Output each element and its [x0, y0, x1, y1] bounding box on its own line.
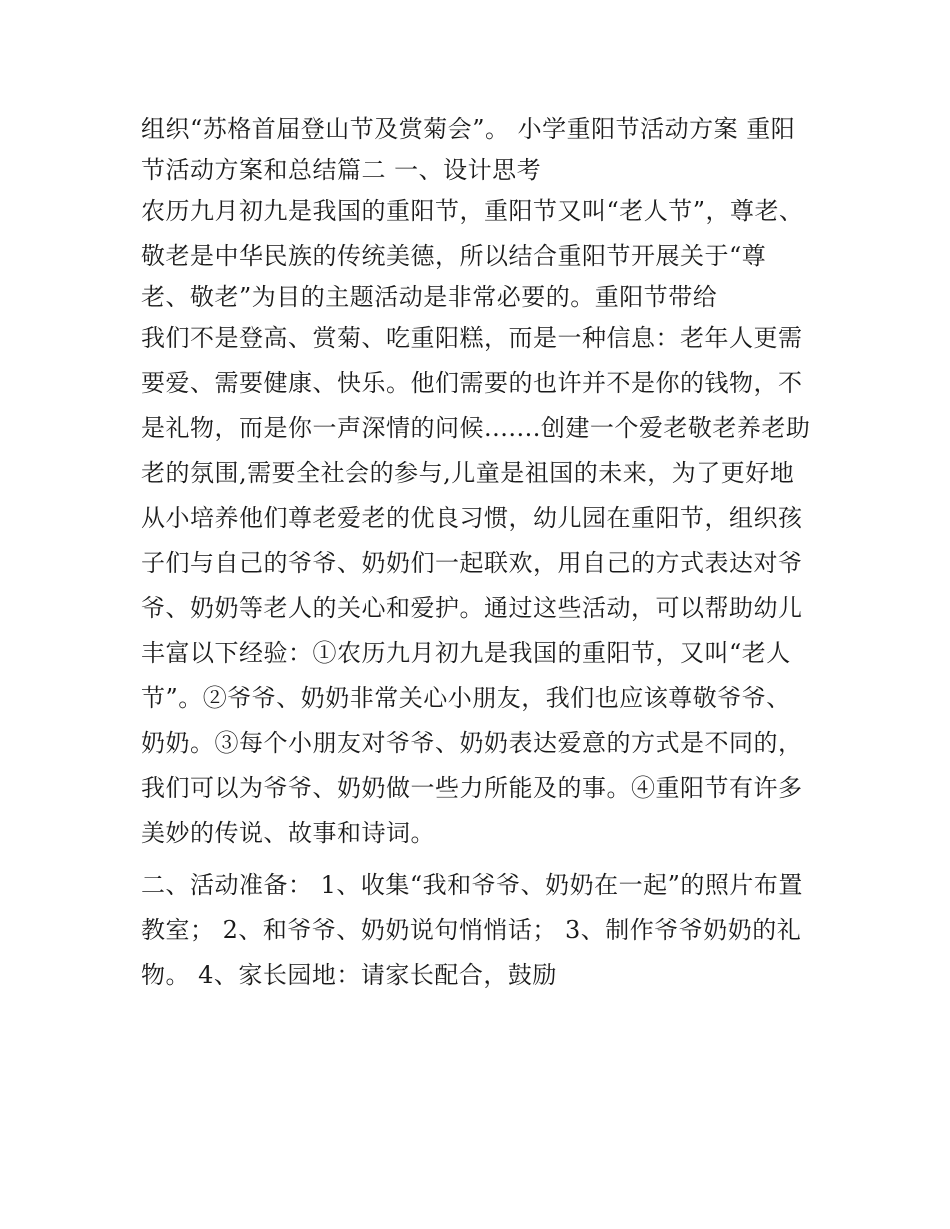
text-line: 爷、奶奶等老人的关心和爱护。通过这些活动，可以帮助幼儿 — [141, 594, 803, 622]
text-line: 节”。②爷爷、奶奶非常关心小朋友，我们也应该尊敬爷爷、 — [141, 684, 791, 712]
text-line: 奶奶。③每个小朋友对爷爷、奶奶表达爱意的方式是不同的， — [141, 729, 803, 757]
text-line: 我们不是登高、赏菊、吃重阳糕，而是一种信息：老年人更需 — [141, 324, 803, 352]
text-line: 丰富以下经验：①农历九月初九是我国的重阳节，又叫“老人 — [141, 639, 791, 667]
text-line: 要爱、需要健康、快乐。他们需要的也许并不是你的钱物，不 — [141, 369, 803, 397]
text-line: 物。 4、家长园地：请家长配合，鼓励 — [141, 961, 557, 989]
text-line: 节活动方案和总结篇二 一、设计思考 — [141, 156, 542, 184]
text-line: 二、活动准备： 1、收集“我和爷爷、奶奶在一起”的照片布置 — [141, 871, 803, 899]
text-line: 教室； 2、和爷爷、奶奶说句悄悄话； 3、制作爷爷奶奶的礼 — [141, 916, 802, 944]
text-line: 老的氛围,需要全社会的参与,儿童是祖国的未来，为了更好地 — [141, 459, 795, 487]
text-line: 子们与自己的爷爷、奶奶们一起联欢，用自己的方式表达对爷 — [141, 549, 803, 577]
text-line: 从小培养他们尊老爱老的优良习惯，幼儿园在重阳节，组织孩 — [141, 504, 803, 532]
text-line: 农历九月初九是我国的重阳节，重阳节又叫“老人节”，尊老、 — [141, 197, 804, 225]
text-line: 老、敬老”为目的主题活动是非常必要的。重阳节带给 — [141, 283, 718, 311]
text-line: 组织“苏格首届登山节及赏菊会”。 小学重阳节活动方案 重阳 — [141, 115, 796, 143]
document-body — [141, 107, 821, 998]
text-line: 美妙的传说、故事和诗词。 — [141, 819, 435, 847]
text-line: 敬老是中华民族的传统美德，所以结合重阳节开展关于“尊 — [141, 242, 767, 270]
text-line: 是礼物，而是你一声深情的问候.......创建一个爱老敬老养老助 — [141, 414, 811, 442]
text-line: 我们可以为爷爷、奶奶做一些力所能及的事。④重阳节有许多 — [141, 774, 803, 802]
